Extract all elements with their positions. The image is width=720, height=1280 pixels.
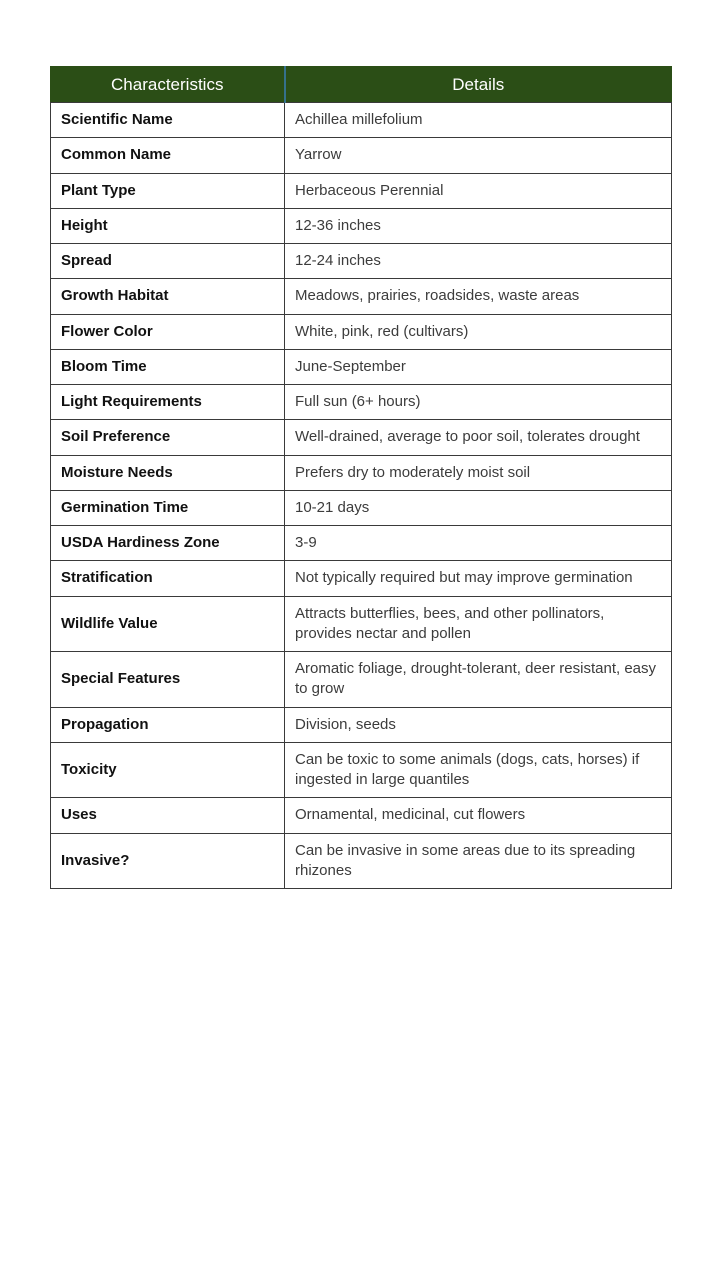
row-label-cell: Stratification bbox=[51, 561, 285, 596]
row-value-cell: June-September bbox=[285, 349, 672, 384]
row-label-cell: Toxicity bbox=[51, 742, 285, 798]
row-value-cell: White, pink, red (cultivars) bbox=[285, 314, 672, 349]
table-row bbox=[51, 455, 672, 490]
table-row bbox=[51, 596, 672, 652]
row-label-cell: Bloom Time bbox=[51, 349, 285, 384]
row-value-cell: Aromatic foliage, drought-tolerant, deer resistant, easy to grow bbox=[285, 652, 672, 708]
table-row bbox=[51, 138, 672, 173]
row-value-cell: 10-21 days bbox=[285, 490, 672, 525]
row-label-cell: Moisture Needs bbox=[51, 455, 285, 490]
row-value-cell: Can be toxic to some animals (dogs, cats, horses) if ingested in large quantiles bbox=[285, 742, 672, 798]
row-value-cell: Yarrow bbox=[285, 138, 672, 173]
table-row bbox=[51, 798, 672, 833]
row-label-cell: Light Requirements bbox=[51, 385, 285, 420]
table-row bbox=[51, 490, 672, 525]
row-label-cell: Invasive? bbox=[51, 833, 285, 889]
row-value-cell: Prefers dry to moderately moist soil bbox=[285, 455, 672, 490]
row-value-cell: 12-36 inches bbox=[285, 208, 672, 243]
table-row bbox=[51, 742, 672, 798]
row-value-cell: Full sun (6+ hours) bbox=[285, 385, 672, 420]
table-row bbox=[51, 173, 672, 208]
row-label-cell: Germination Time bbox=[51, 490, 285, 525]
row-value-cell: Achillea millefolium bbox=[285, 103, 672, 138]
table-row bbox=[51, 833, 672, 889]
table-row bbox=[51, 314, 672, 349]
table-header-row bbox=[51, 67, 672, 103]
table-row bbox=[51, 561, 672, 596]
row-label-cell: Propagation bbox=[51, 707, 285, 742]
table-row bbox=[51, 208, 672, 243]
column-header-characteristics: Characteristics bbox=[51, 67, 285, 103]
row-label-cell: Common Name bbox=[51, 138, 285, 173]
table-row bbox=[51, 526, 672, 561]
table-row bbox=[51, 420, 672, 455]
row-label-cell: USDA Hardiness Zone bbox=[51, 526, 285, 561]
row-value-cell: 3-9 bbox=[285, 526, 672, 561]
row-value-cell: Division, seeds bbox=[285, 707, 672, 742]
row-value-cell: Ornamental, medicinal, cut flowers bbox=[285, 798, 672, 833]
table-row bbox=[51, 244, 672, 279]
row-value-cell: Well-drained, average to poor soil, tolerates drought bbox=[285, 420, 672, 455]
table-row bbox=[51, 385, 672, 420]
row-label-cell: Height bbox=[51, 208, 285, 243]
row-value-cell: 12-24 inches bbox=[285, 244, 672, 279]
column-header-details: Details bbox=[285, 67, 672, 103]
table-body bbox=[51, 103, 672, 889]
row-label-cell: Soil Preference bbox=[51, 420, 285, 455]
row-value-cell: Can be invasive in some areas due to its spreading rhizones bbox=[285, 833, 672, 889]
table-row bbox=[51, 349, 672, 384]
row-label-cell: Uses bbox=[51, 798, 285, 833]
row-label-cell: Plant Type bbox=[51, 173, 285, 208]
row-value-cell: Not typically required but may improve germination bbox=[285, 561, 672, 596]
row-label-cell: Spread bbox=[51, 244, 285, 279]
table-row bbox=[51, 279, 672, 314]
row-label-cell: Wildlife Value bbox=[51, 596, 285, 652]
row-label-cell: Flower Color bbox=[51, 314, 285, 349]
table-row bbox=[51, 103, 672, 138]
table-row bbox=[51, 707, 672, 742]
plant-characteristics-table bbox=[50, 66, 672, 889]
row-value-cell: Herbaceous Perennial bbox=[285, 173, 672, 208]
row-value-cell: Meadows, prairies, roadsides, waste areas bbox=[285, 279, 672, 314]
table-header bbox=[51, 67, 672, 103]
row-label-cell: Scientific Name bbox=[51, 103, 285, 138]
row-label-cell: Growth Habitat bbox=[51, 279, 285, 314]
table-row bbox=[51, 652, 672, 708]
row-value-cell: Attracts butterflies, bees, and other pollinators, provides nectar and pollen bbox=[285, 596, 672, 652]
row-label-cell: Special Features bbox=[51, 652, 285, 708]
